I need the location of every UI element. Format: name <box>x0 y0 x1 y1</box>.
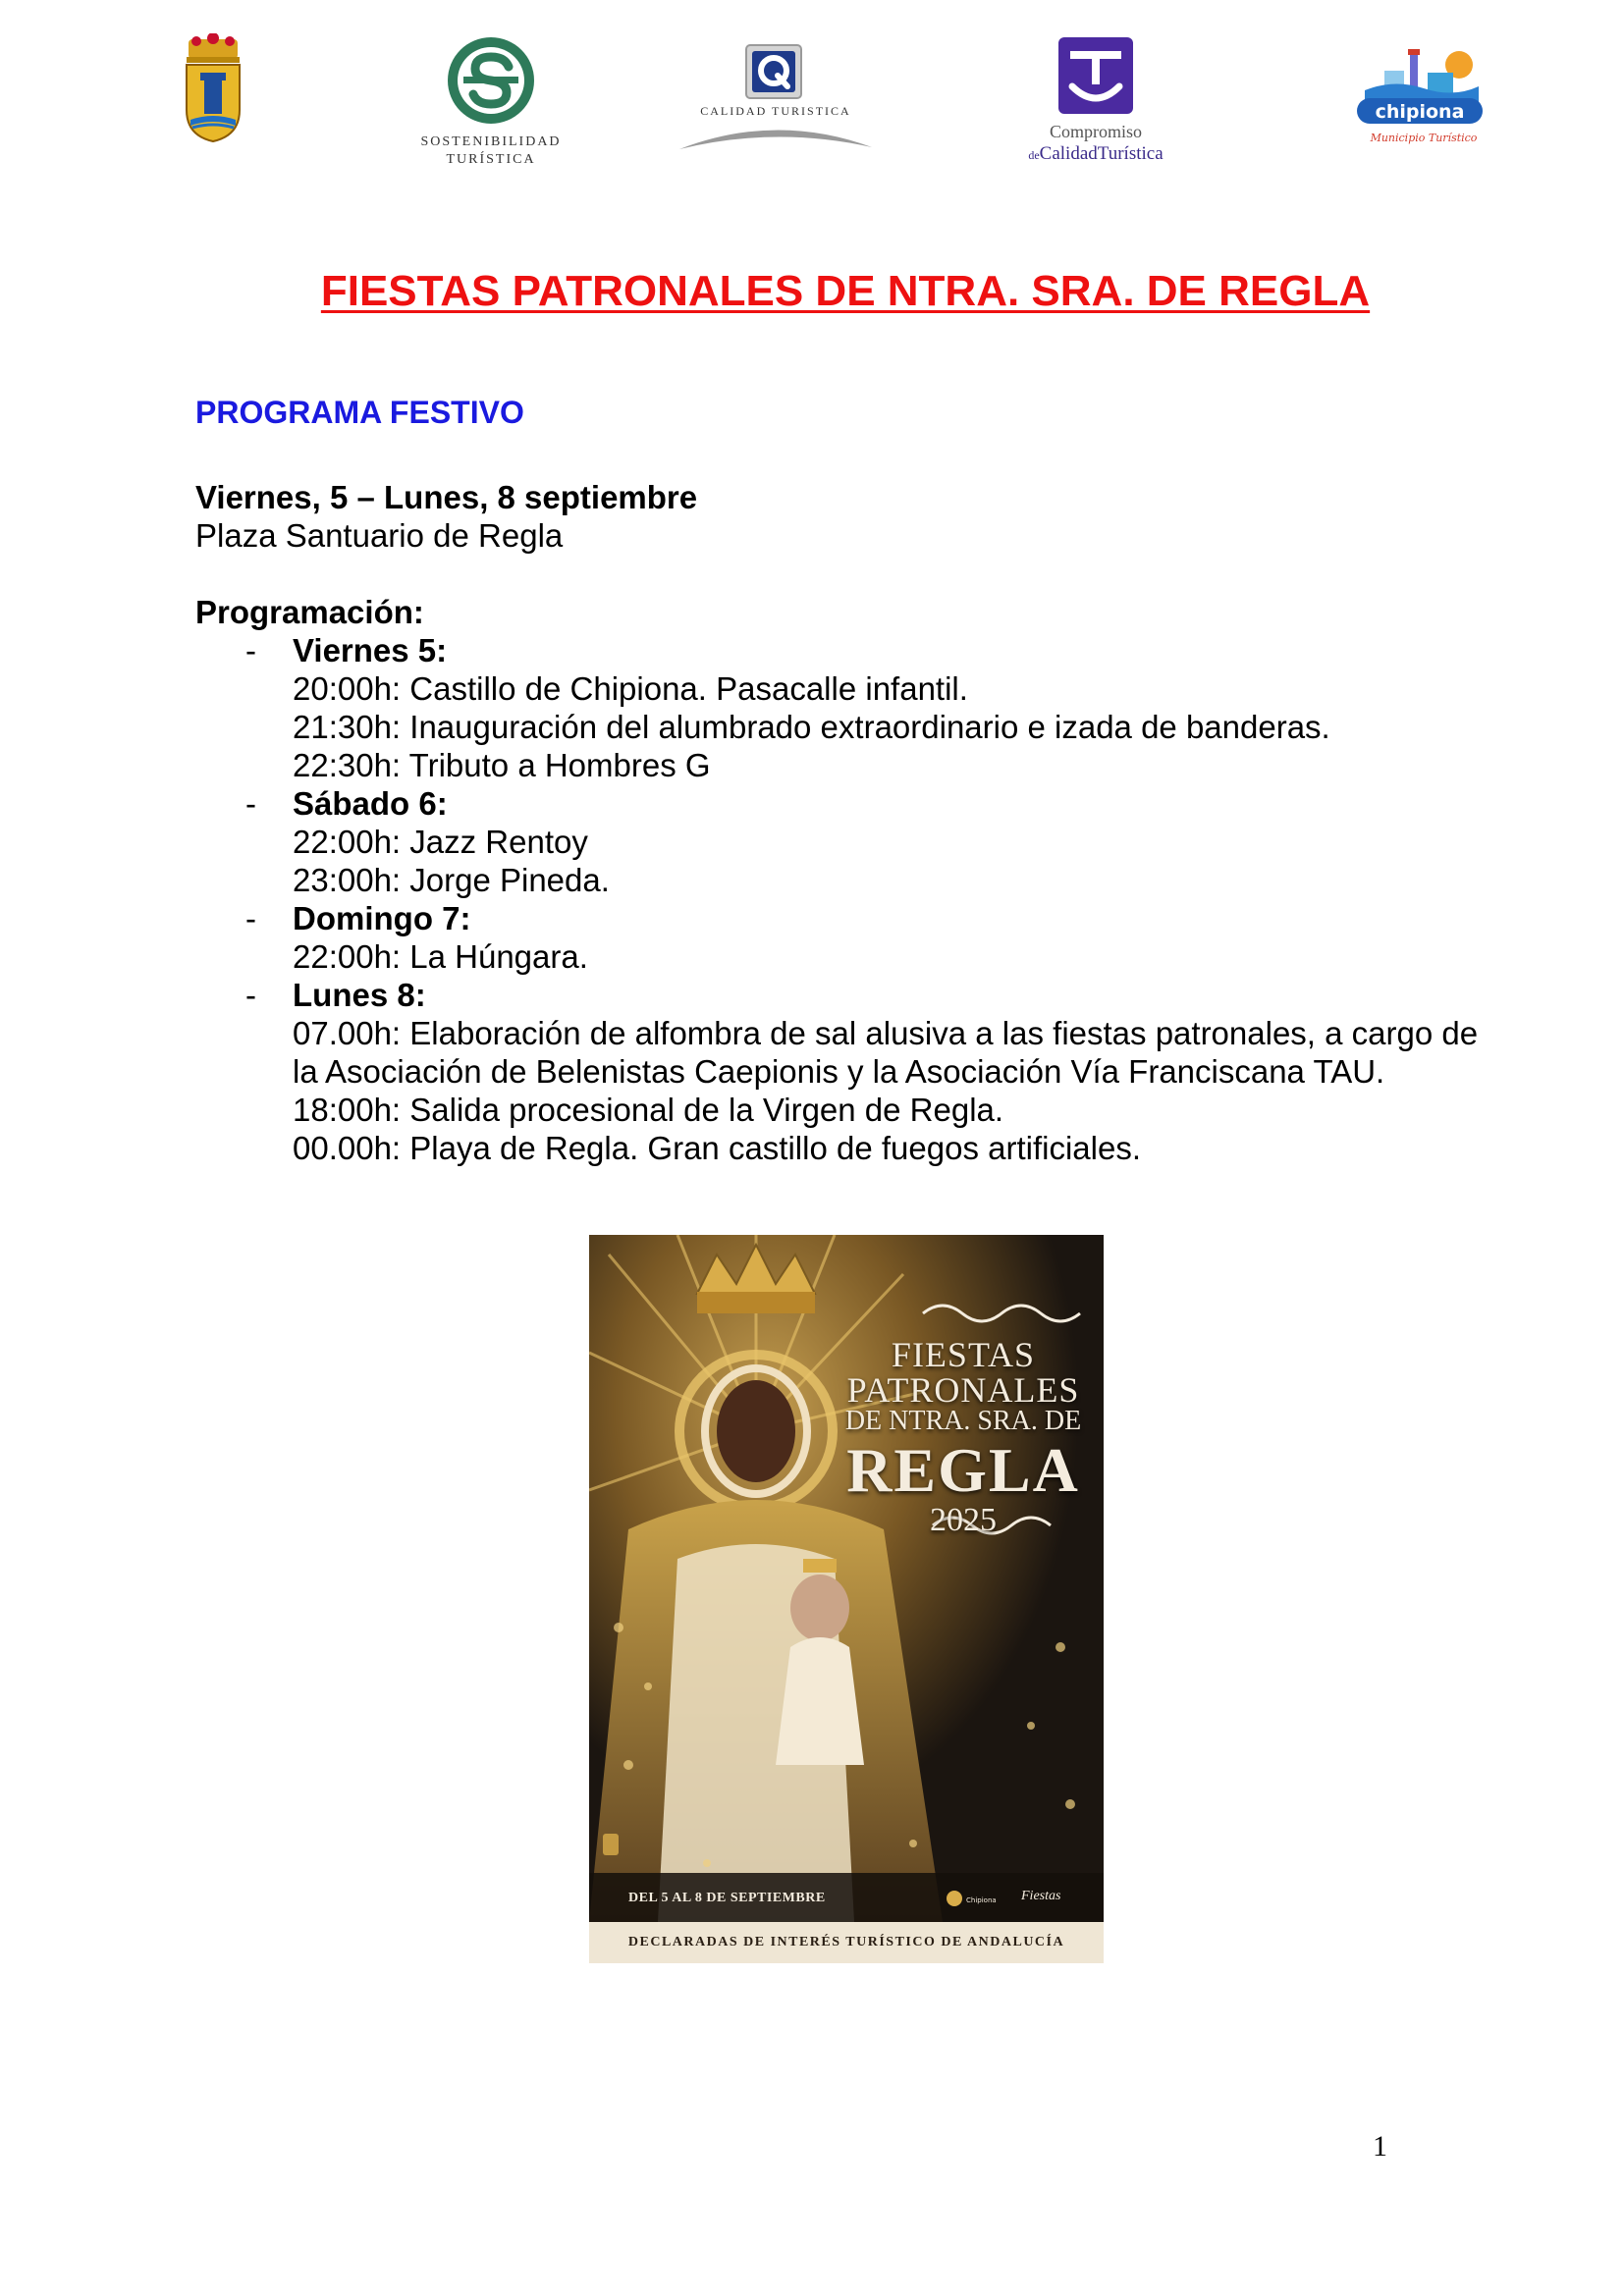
event-item: 00.00h: Playa de Regla. Gran castillo de fuegos artificiales. <box>293 1130 1141 1166</box>
section-heading: PROGRAMA FESTIVO <box>195 395 524 430</box>
venue: Plaza Santuario de Regla <box>195 517 564 554</box>
programacion-label: Programación: <box>195 594 424 630</box>
event-item: 22:00h: Jazz Rentoy <box>293 824 588 860</box>
chipiona-logo-tagline: Municipio Turístico <box>1370 132 1478 144</box>
day-label-viernes: Viernes 5: <box>293 632 448 668</box>
list-marker: - <box>245 977 256 1013</box>
compromiso-prefix: de <box>1028 148 1040 162</box>
list-marker: - <box>245 632 256 668</box>
event-item: 21:30h: Inauguración del alumbrado extraordinario e izada de banderas. <box>293 709 1330 745</box>
svg-text:Chipiona: Chipiona <box>966 1896 997 1904</box>
calidad-swoosh-icon <box>677 118 874 153</box>
poster-caption: DECLARADAS DE INTERÉS TURÍSTICO DE ANDALUCÍA <box>589 1922 1104 1963</box>
chipiona-municipio-logo-icon <box>1355 43 1485 151</box>
coat-of-arms-icon <box>181 33 245 145</box>
poster-title-line-3: DE NTRA. SRA. DE <box>844 1406 1082 1436</box>
poster-year: 2025 <box>930 1502 997 1538</box>
compromiso-name: CalidadTurística <box>1039 143 1164 164</box>
day-label-lunes: Lunes 8: <box>293 977 426 1013</box>
day-label-domingo: Domingo 7: <box>293 900 471 936</box>
event-item: 18:00h: Salida procesional de la Virgen de Regla. <box>293 1092 1004 1128</box>
date-range: Viernes, 5 – Lunes, 8 septiembre <box>195 479 698 515</box>
event-item: 22:00h: La Húngara. <box>293 938 588 975</box>
event-item: la Asociación de Belenistas Caepionis y la Asociación Vía Franciscana TAU. <box>293 1053 1385 1090</box>
poster-title-block <box>825 1337 1102 1537</box>
event-item: 22:30h: Tributo a Hombres G <box>293 747 711 783</box>
poster-dates: DEL 5 AL 8 DE SEPTIEMBRE <box>628 1891 826 1905</box>
chipiona-logo-name: chipiona <box>1375 101 1465 123</box>
sostenibilidad-label-2: TURÍSTICA <box>446 152 536 167</box>
list-marker: - <box>245 785 256 822</box>
compromiso-calidad-logo-icon <box>1056 35 1135 116</box>
event-item: 20:00h: Castillo de Chipiona. Pasacalle infantil. <box>293 670 968 707</box>
poster-title-line-1: FIESTAS <box>891 1335 1036 1374</box>
sostenibilidad-turistica-logo-icon <box>444 33 538 128</box>
calidad-turistica-label: CALIDAD TURISTICA <box>700 104 851 118</box>
event-item: 23:00h: Jorge Pineda. <box>293 862 610 898</box>
list-marker: - <box>245 900 256 936</box>
poster-brand: Fiestas <box>1021 1889 1061 1903</box>
compromiso-label-1: Compromiso <box>1049 122 1142 141</box>
page-number: 1 <box>1373 2130 1387 2163</box>
sostenibilidad-label-1: SOSTENIBILIDAD <box>420 134 562 149</box>
calidad-turistica-q-icon <box>744 43 803 100</box>
logo-header <box>0 0 1624 177</box>
compromiso-label-2 <box>1005 143 1186 165</box>
poster-title-line-2: PATRONALES <box>846 1370 1080 1410</box>
event-item: 07.00h: Elaboración de alfombra de sal alusiva a las fiestas patronales, a cargo de <box>293 1015 1479 1051</box>
page-title: FIESTAS PATRONALES DE NTRA. SRA. DE REGLA <box>320 267 1371 315</box>
day-label-sabado: Sábado 6: <box>293 785 448 822</box>
poster-title-line-4: REGLA <box>846 1435 1080 1505</box>
